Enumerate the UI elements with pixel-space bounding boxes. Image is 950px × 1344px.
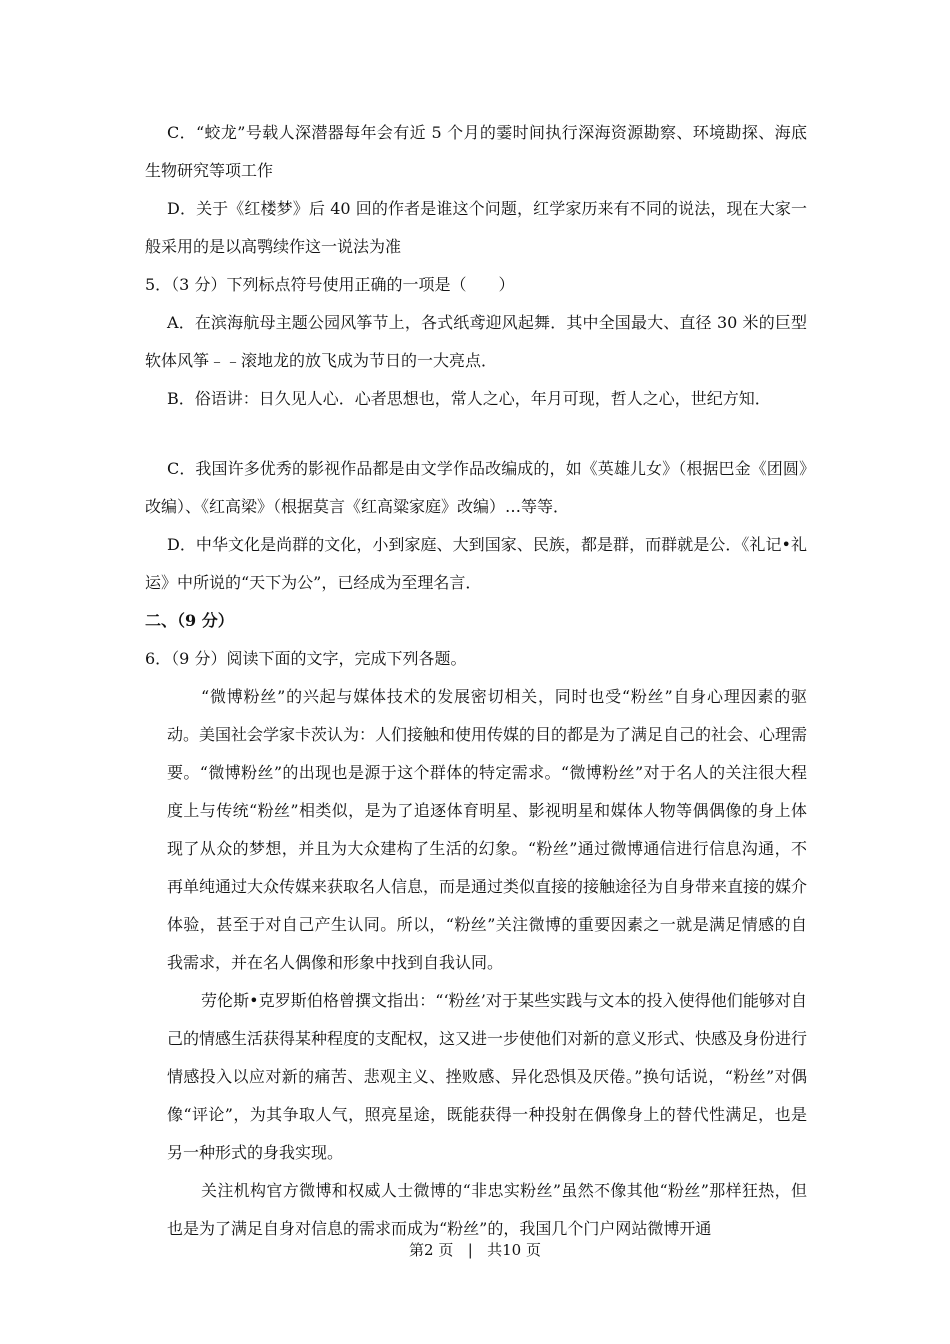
passage-paragraph-1: “微博粉丝”的兴起与媒体技术的发展密切相关，同时也受“粉丝”自身心理因素的驱动。美国社会学家卡茨认为：人们接触和使用传媒的目的都是为了满足自己的社会、心理需要。“微博粉丝”的出现也是源于这个群体的特定需求。“微博粉丝”对于名人的关注很大程度上与传统“粉丝”相类似，是为了追逐体育明星、影视明星和媒体人物等偶偶像的身上体现了从众的梦想，并且为大众建构了生活的幻象。“粉丝”通过微博通信进行信息沟通，不再单纯通过大众传媒来获取名人信息，而是通过类似直接的接触途径为自身带来直接的媒介体验，甚至于对自己产生认同。所以，“粉丝”关注微博的重要因素之一就是满足情感的自我需求，并在名人偶像和形象中找到自我认同。 [167,687,808,972]
q5-option-d: D．中华文化是尚群的文化，小到家庭、大到国家、民族，都是群，而群就是公．《礼记•礼运》中所说的“天下为公”，已经成为至理名言． [145,535,807,592]
total-pages: 共10 页 [487,1241,541,1259]
section-heading: 二、（9 分） [145,611,234,630]
passage-paragraph-2: 劳伦斯•克罗斯伯格曾撰文指出：“‘粉丝’对于某些实践与文本的投入使得他们能够对自己的情感生活获得某种程度的支配权，这又进一步使他们对新的意义形式、快感及身份进行情感投入以应对新的痛苦、悲观主义、挫败感、异化恐惧及厌倦。”换句话说，“粉丝”对偶像“评论”，为其争取人气，照亮星途，既能获得一种投射在偶像身上的替代性满足，也是另一种形式的身我实现。 [167,991,808,1162]
page-number: 第2 页 [409,1241,454,1259]
q4-option-c: C．“蛟龙”号载人深潜器每年会有近 5 个月的霎时间执行深海资源勘察、环境勘探、海底生物研究等项工作 [145,123,807,180]
page-footer [0,1240,950,1260]
passage-paragraph-3: 关注机构官方微博和权威人士微博的“非忠实粉丝”虽然不像其他“粉丝”那样狂热，但也是为了满足自身对信息的需求而成为“粉丝”的，我国几个门户网站微博开通 [167,1181,807,1238]
q5-option-c: C．我国许多优秀的影视作品都是由文学作品改编成的，如《英雄儿女》（根据巴金《团圆》改编）、《红高梁》（根据莫言《红高粱家庭》改编）…等等． [145,459,807,516]
q5-option-b: B．俗语讲：日久见人心．心者思想也，常人之心，年月可现，哲人之心，世纪方知． [167,389,771,408]
q4-option-d: D．关于《红楼梦》后 40 回的作者是谁这个问题，红学家历来有不同的说法，现在大家一般采用的是以高鹗续作这一说法为准 [145,199,807,256]
q6-stem: 6．（9 分）阅读下面的文字，完成下列各题。 [145,649,467,668]
footer-separator: | [467,1241,473,1259]
q5-option-a: A．在滨海航母主题公园风筝节上，各式纸鸢迎风起舞．其中全国最大、直径 30 米的巨型软体风筝﹣﹣滚地龙的放飞成为节日的一大亮点． [145,313,807,370]
q5-stem: 5．（3 分）下列标点符号使用正确的一项是（ ） [145,275,515,294]
